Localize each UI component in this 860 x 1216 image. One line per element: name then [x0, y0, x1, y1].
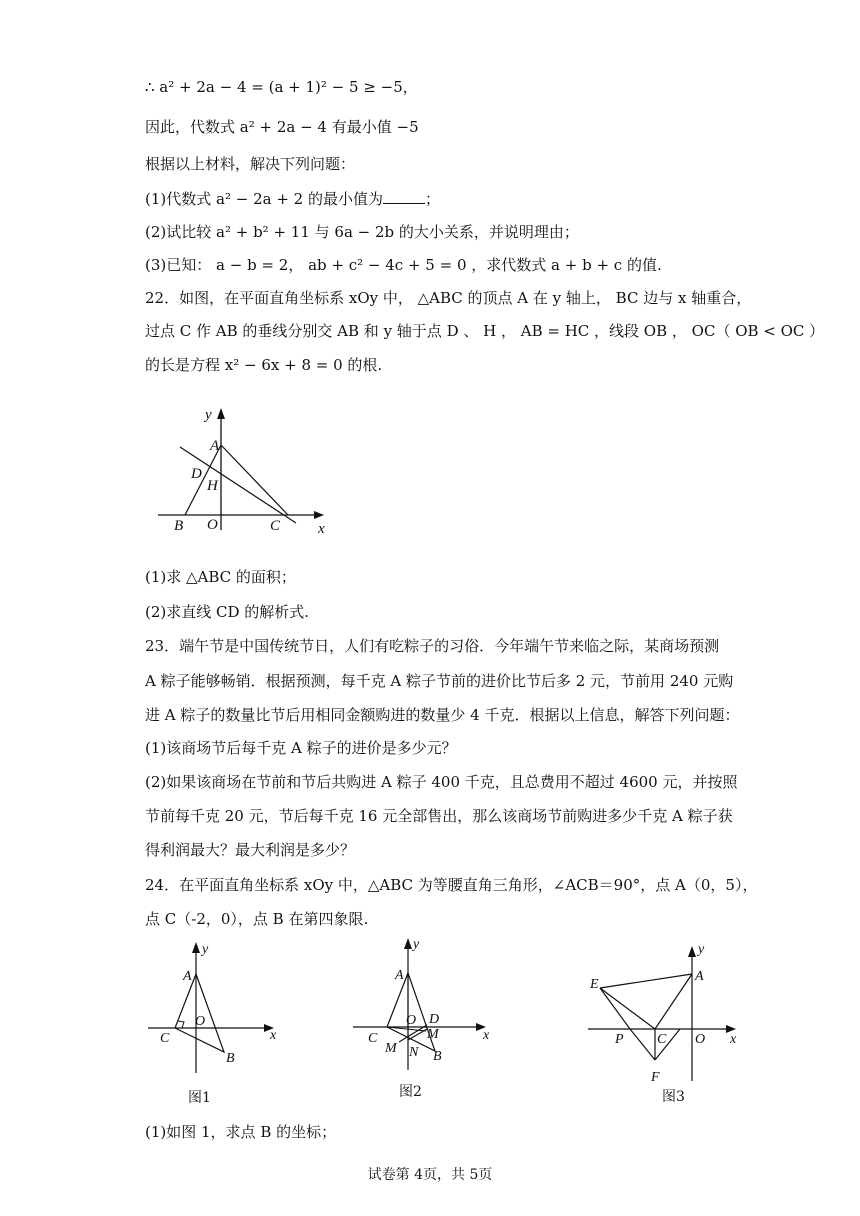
point-label-h: H [207, 478, 218, 494]
text-line: 22．如图，在平面直角坐标系 xOy 中， △ABC 的顶点 A 在 y 轴上， BC 边与 x 轴重合， [145, 289, 752, 307]
point-label-m: M [427, 1027, 439, 1042]
axis-label-y: y [205, 407, 212, 423]
text-line: 进 A 粽子的数量比节后用相同金额购进的数量少 4 千克．根据以上信息，解答下列问题： [145, 706, 740, 724]
axis-label-y: y [202, 942, 209, 957]
figure-3 [580, 936, 750, 1111]
axis-label-x: x [270, 1028, 277, 1043]
axis-label-x: x [730, 1032, 737, 1047]
question-1-line [145, 188, 440, 210]
text-line: (2)如果该商场在节前和节后共购进 A 粽子 400 千克，且总费用不超过 4600 元，并按照 [145, 773, 738, 791]
point-label-o: O [195, 1014, 206, 1029]
text-line: 因此，代数式 a² + 2a − 4 有最小值 −5 [145, 118, 419, 136]
text-line: (3)已知： a − b = 2， ab + c² − 4c + 5 = 0 ，求代数式 a + b + c 的值. [145, 256, 662, 274]
figure-caption: 图2 [399, 1084, 422, 1100]
point-label-b: B [433, 1049, 442, 1064]
point-label-f: F [651, 1070, 660, 1085]
axis-label-y: y [698, 942, 705, 957]
text-line: 过点 C 作 AB 的垂线分别交 AB 和 y 轴于点 D 、 H ， AB = HC ，线段 OB ， OC（ OB < OC ） [145, 322, 825, 340]
point-label-m: M [385, 1041, 397, 1056]
point-label-b: B [226, 1051, 235, 1066]
text-line: 23．端午节是中国传统节日，人们有吃粽子的习俗．今年端午节来临之际，某商场预测 [145, 637, 720, 655]
point-label-d: D [191, 466, 202, 482]
point-label-p: P [615, 1032, 624, 1047]
point-label-c: C [270, 518, 281, 534]
text-line: A 粽子能够畅销．根据预测，每千克 A 粽子节前的进价比节后多 2 元，节前用 240 元购 [145, 672, 734, 690]
text-line: (1)该商场节后每千克 A 粽子的进价是多少元？ [145, 739, 457, 757]
point-label-o: O [207, 517, 218, 533]
point-label-o: O [695, 1032, 706, 1047]
point-label-a: A [395, 968, 404, 983]
point-label-c: C [368, 1031, 378, 1046]
axis-label-y: y [413, 937, 420, 952]
axis-label-x: x [318, 521, 325, 537]
text-line: (1)如图 1，求点 B 的坐标； [145, 1123, 337, 1141]
point-label-o: O [406, 1013, 417, 1028]
text-line: ∴ a² + 2a − 4 = (a + 1)² − 5 ≥ −5， [145, 78, 418, 96]
text-line: 点 C（-2，0），点 B 在第四象限. [145, 910, 369, 928]
answer-blank [383, 189, 425, 204]
text-line: (1)求 △ABC 的面积； [145, 568, 296, 586]
text-line: (2)试比较 a² + b² + 11 与 6a − 2b 的大小关系，并说明理由； [145, 223, 579, 241]
text-line: (2)求直线 CD 的解析式. [145, 603, 310, 621]
text-line: 24．在平面直角坐标系 xOy 中，△ABC 为等腰直角三角形，∠ACB＝90°，点 A（0，5）， [145, 876, 758, 894]
text-span: ； [424, 190, 440, 208]
point-label-e: E [590, 977, 599, 992]
point-label-a: A [183, 969, 192, 984]
figure-caption: 图3 [662, 1089, 685, 1105]
point-label-b: B [174, 518, 184, 534]
page-footer: 试卷第 4页，共 5页 [367, 1167, 493, 1183]
point-label-a: A [210, 438, 220, 454]
text-line: 节前每千克 20 元，节后每千克 16 元全部售出，那么该商场节前购进多少千克 A 粽子获 [145, 807, 733, 825]
figure-caption: 图1 [188, 1090, 211, 1106]
point-label-n: N [409, 1045, 419, 1060]
text-line: 根据以上材料，解决下列问题： [145, 155, 356, 173]
point-label-d: D [429, 1012, 440, 1027]
text-span: (1)代数式 a² − 2a + 2 的最小值为 [145, 190, 383, 208]
text-line: 得利润最大？最大利润是多少？ [145, 841, 356, 859]
figure-2 [345, 930, 505, 1105]
point-label-c: C [160, 1031, 170, 1046]
figure-q22 [150, 400, 340, 540]
axis-label-x: x [483, 1028, 490, 1043]
point-label-a: A [695, 969, 704, 984]
figure-1 [140, 938, 290, 1108]
text-line: 的长是方程 x² − 6x + 8 = 0 的根. [145, 356, 383, 374]
point-label-c: C [657, 1032, 667, 1047]
